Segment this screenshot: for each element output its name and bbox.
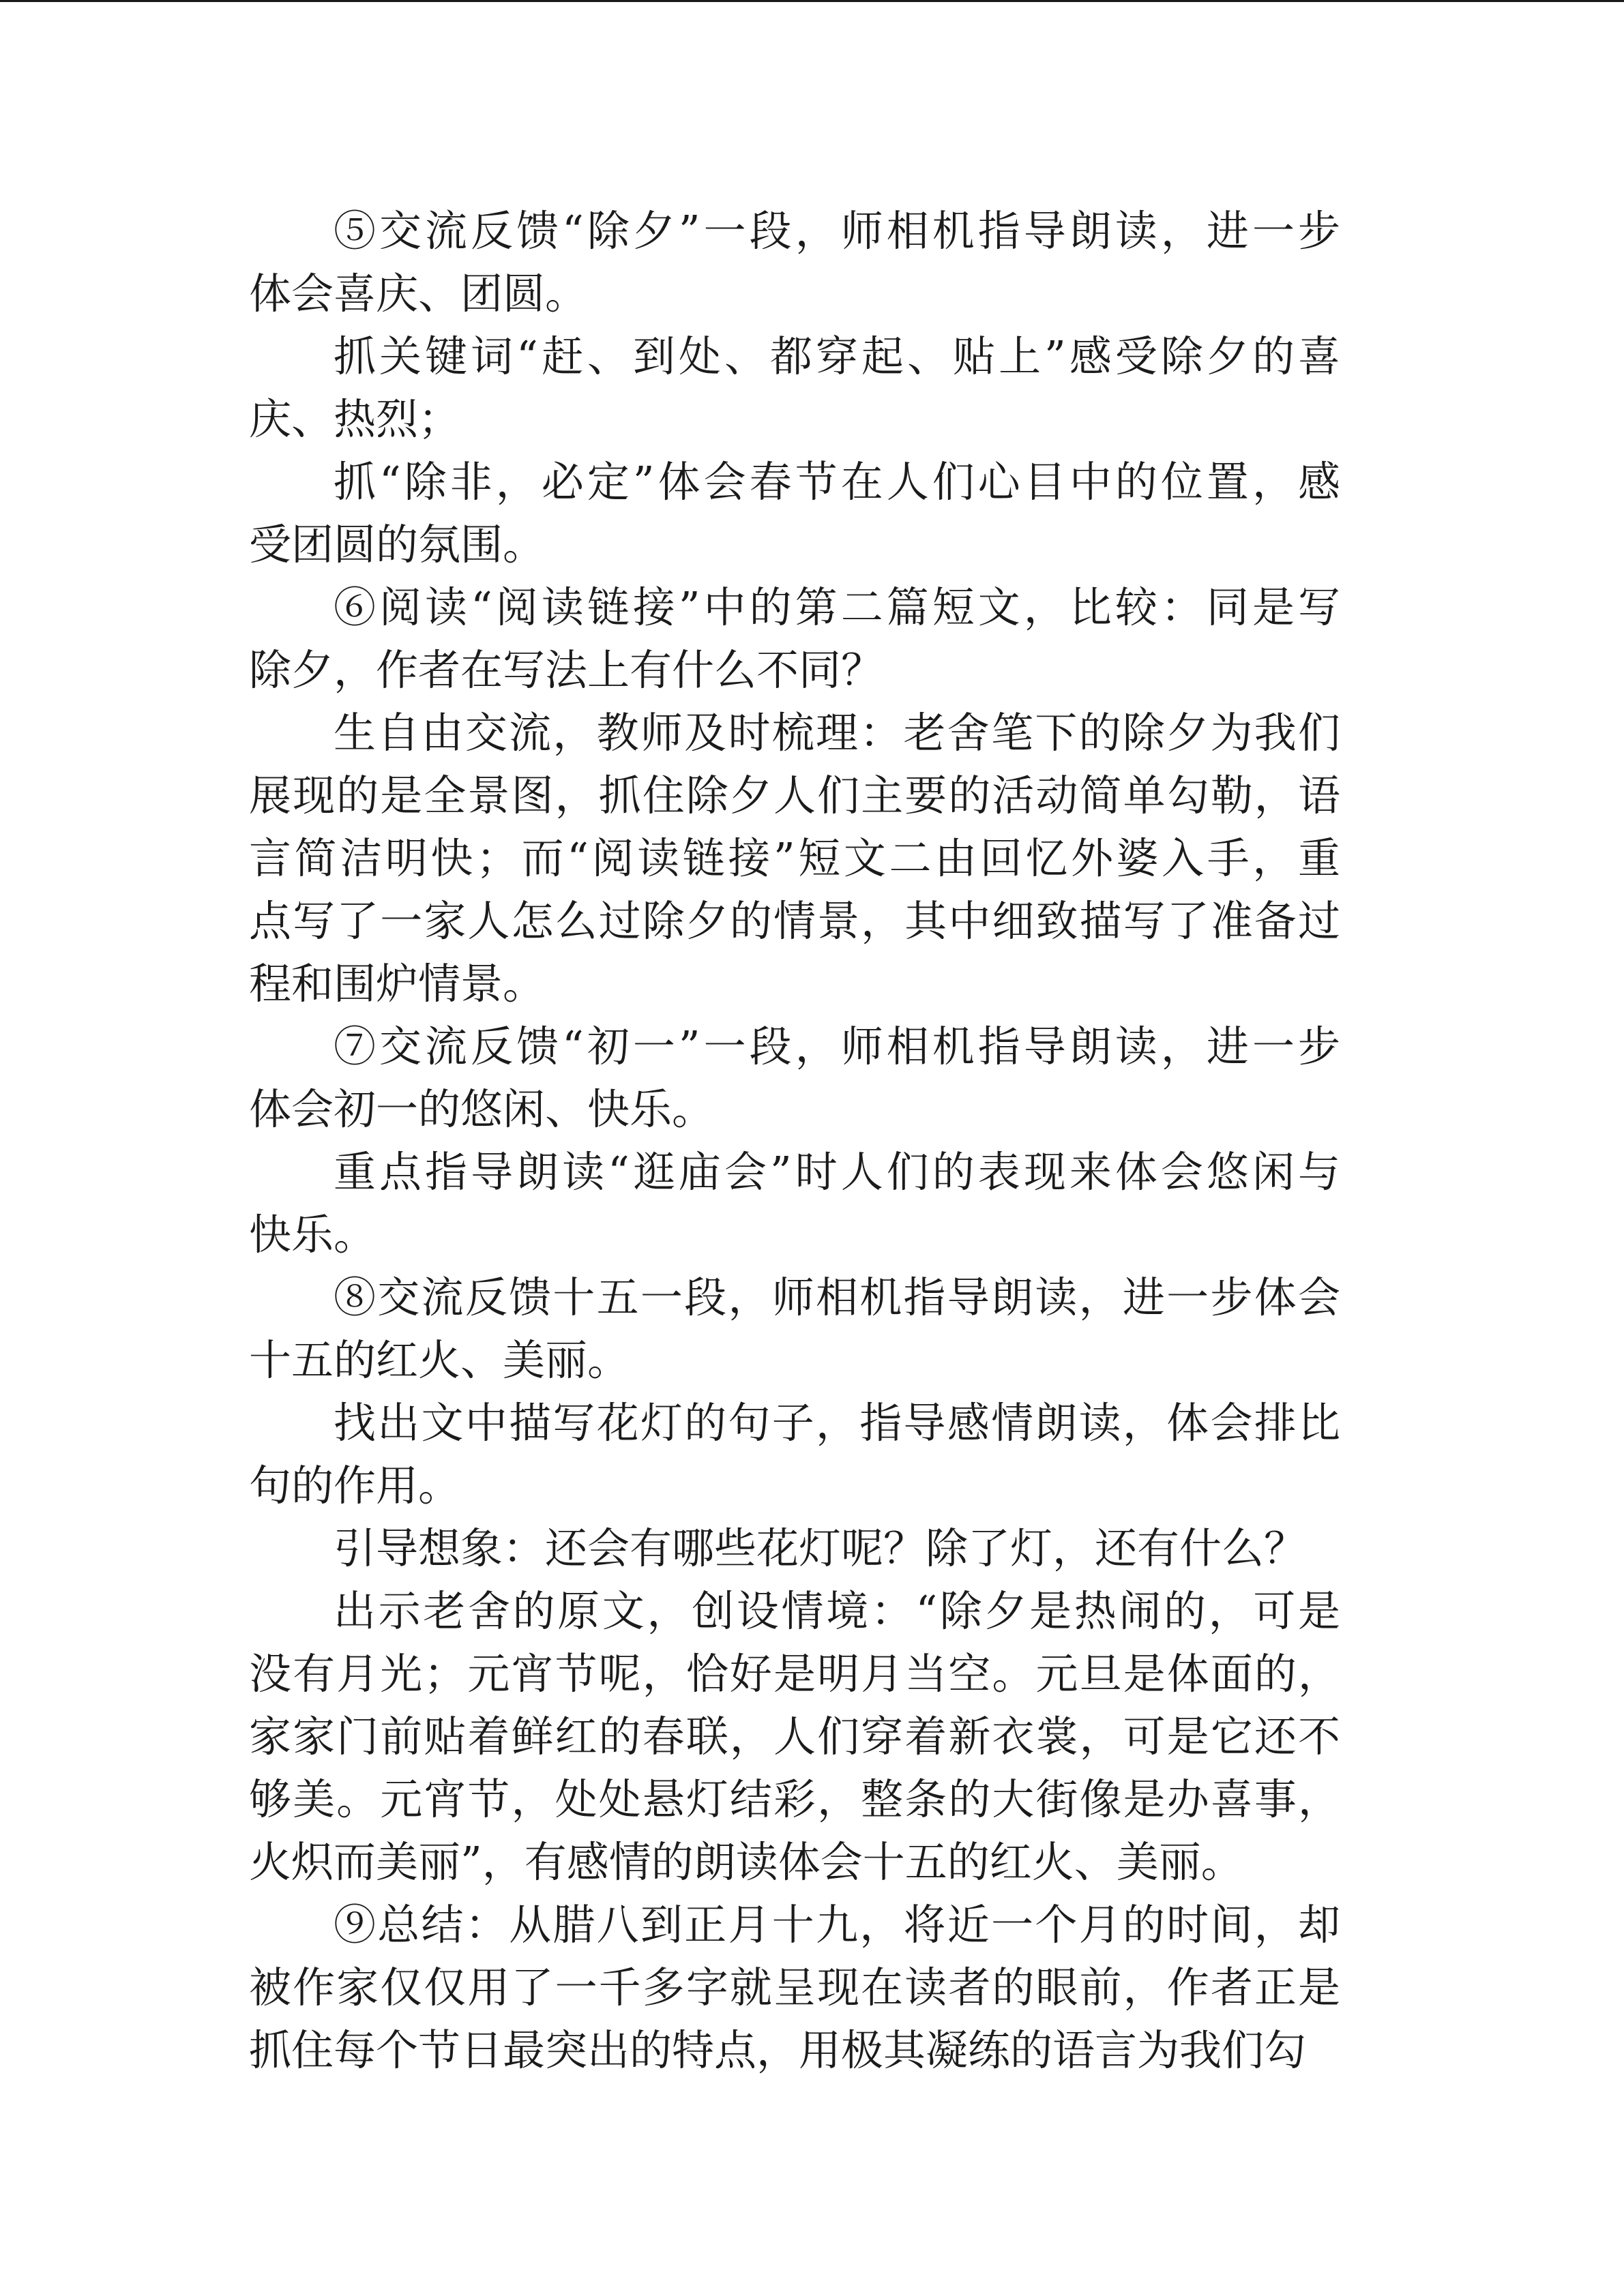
paragraph <box>249 1894 1340 2082</box>
text-line: 十五的红火、美丽。 <box>249 1335 630 1385</box>
paragraph <box>249 1015 1340 1141</box>
text-line: 点写了一家人怎么过除夕的情景，其中细致描写了准备过 <box>249 896 1340 946</box>
text-line: 抓“除非，必定”体会春节在人们心目中的位置，感 <box>334 457 1340 507</box>
paragraph <box>249 325 1340 451</box>
text-line: 快乐。 <box>249 1210 377 1259</box>
text-line: 引导想象：还会有哪些花灯呢？除了灯，还有什么？ <box>334 1523 1307 1573</box>
text-line: 家家门前贴着鲜红的春联，人们穿着新衣裳，可是它还不 <box>249 1712 1340 1761</box>
text-line: ⑧交流反馈十五一段，师相机指导朗读，进一步体会 <box>334 1272 1340 1322</box>
paragraph <box>249 1392 1340 1517</box>
document-body <box>249 200 1340 2082</box>
text-line: 生自由交流，教师及时梳理：老舍笔下的除夕为我们 <box>334 708 1340 758</box>
text-line: 受团圆的氛围。 <box>249 520 546 569</box>
paragraph <box>249 1517 1340 1580</box>
text-line: 找出文中描写花灯的句子，指导感情朗读，体会排比 <box>334 1398 1340 1448</box>
text-line: 火炽而美丽”，有感情的朗读体会十五的红火、美丽。 <box>249 1837 1243 1887</box>
paragraph <box>249 1580 1340 1894</box>
text-line: 没有月光；元宵节呢，恰好是明月当空。元旦是体面的， <box>249 1649 1340 1699</box>
text-line: ⑦交流反馈“初一”一段，师相机指导朗读，进一步 <box>334 1022 1340 1071</box>
paragraph <box>249 576 1340 702</box>
text-line: 体会喜庆、团圆。 <box>249 269 588 318</box>
text-line: 句的作用。 <box>249 1461 461 1510</box>
text-line: 庆、热烈； <box>249 394 461 444</box>
text-line: 抓住每个节日最突出的特点，用极其凝练的语言为我们勾 <box>249 2025 1307 2075</box>
text-line: ⑥阅读“阅读链接”中的第二篇短文，比较：同是写 <box>334 582 1340 632</box>
paragraph <box>249 702 1340 1015</box>
text-line: 被作家仅仅用了一千多字就呈现在读者的眼前，作者正是 <box>249 1963 1340 2012</box>
text-line: 言简洁明快；而“阅读链接”短文二由回忆外婆入手，重 <box>249 833 1340 883</box>
paragraph <box>249 200 1340 325</box>
page-top-rule <box>0 0 1624 2</box>
paragraph <box>249 1266 1340 1392</box>
text-line: 出示老舍的原文，创设情境：“除夕是热闹的，可是 <box>334 1586 1340 1636</box>
text-line: 重点指导朗读“逛庙会”时人们的表现来体会悠闲与 <box>334 1147 1340 1197</box>
text-line: 体会初一的悠闲、快乐。 <box>249 1084 715 1134</box>
paragraph <box>249 1141 1340 1266</box>
text-line: 展现的是全景图，抓住除夕人们主要的活动简单勾勒，语 <box>249 771 1340 820</box>
text-line: 程和围炉情景。 <box>249 959 546 1009</box>
text-line: 够美。元宵节，处处悬灯结彩，整条的大街像是办喜事， <box>249 1774 1340 1824</box>
text-line: ⑤交流反馈“除夕”一段，师相机指导朗读，进一步 <box>334 206 1340 256</box>
paragraph <box>249 451 1340 576</box>
text-line: ⑨总结：从腊八到正月十九，将近一个月的时间，却 <box>334 1900 1340 1950</box>
text-line: 抓关键词“赶、到处、都穿起、贴上”感受除夕的喜 <box>334 331 1340 381</box>
text-line: 除夕，作者在写法上有什么不同？ <box>249 645 884 695</box>
